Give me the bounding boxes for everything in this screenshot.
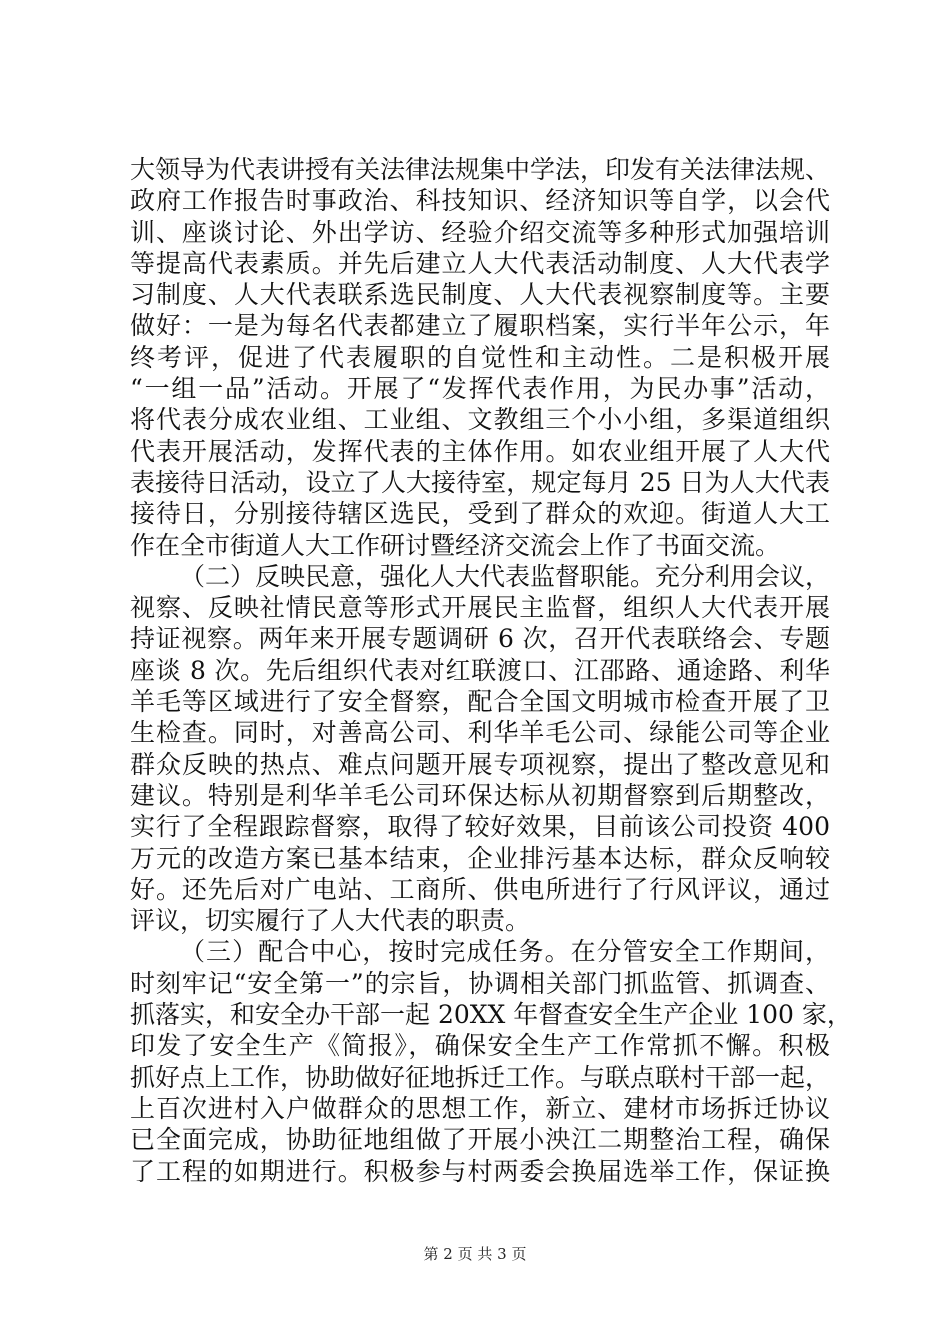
text-line: 等提高代表素质。并先后建立人大代表活动制度、人大代表学 bbox=[130, 248, 830, 278]
text-line: 万元的改造方案已基本结束，企业排污基本达标，群众反响较 bbox=[130, 843, 830, 873]
text-line: 持证视察。两年来开展专题调研 6 次，召开代表联络会、专题 bbox=[130, 624, 830, 654]
text-line: 作在全市街道人大工作研讨暨经济交流会上作了书面交流。 bbox=[130, 530, 781, 560]
text-line: 好。还先后对广电站、工商所、供电所进行了行风评议，通过 bbox=[130, 874, 830, 904]
text-line: 生检查。同时，对善高公司、利华羊毛公司、绿能公司等企业 bbox=[130, 718, 830, 748]
text-line: 印发了安全生产《简报》，确保安全生产工作常抓不懈。积极 bbox=[130, 1031, 830, 1061]
text-line: 建议。特别是利华羊毛公司环保达标从初期督察到后期整改， bbox=[130, 780, 830, 810]
text-line: 抓落实，和安全办干部一起 20XX 年督查安全生产企业 100 家， bbox=[130, 1000, 852, 1030]
text-line: 大领导为代表讲授有关法律法规集中学法，印发有关法律法规、 bbox=[130, 155, 831, 184]
text-line: 群众反映的热点、难点问题开展专项视察，提出了整改意见和 bbox=[130, 749, 830, 779]
text-line: 了工程的如期进行。积极参与村两委会换届选举工作，保证换 bbox=[130, 1156, 830, 1186]
text-line: 视察、反映社情民意等形式开展民主监督，组织人大代表开展 bbox=[130, 593, 830, 623]
text-line: 代表开展活动，发挥代表的主体作用。如农业组开展了人大代 bbox=[130, 436, 830, 466]
text-line: 时刻牢记“安全第一”的宗旨，协调相关部门抓监管、抓调查、 bbox=[130, 968, 830, 998]
text-line: 评议，切实履行了人大代表的职责。 bbox=[130, 906, 531, 936]
text-line: 实行了全程跟踪督察，取得了较好效果，目前该公司投资 400 bbox=[130, 812, 830, 842]
text-line: 习制度、人大代表联系选民制度、人大代表视察制度等。主要 bbox=[130, 280, 830, 310]
text-line: 将代表分成农业组、工业组、文教组三个小小组，多渠道组织 bbox=[130, 405, 830, 435]
page-number-footer: 第 2 页 共 3 页 bbox=[423, 1245, 527, 1263]
text-line: “一组一品”活动。开展了“发挥代表作用，为民办事”活动， bbox=[130, 374, 830, 404]
section-heading-line: （三）配合中心，按时完成任务。在分管安全工作期间， bbox=[180, 937, 830, 967]
text-line: 上百次进村入户做群众的思想工作，新立、建材市场拆迁协议 bbox=[130, 1093, 830, 1123]
text-line: 已全面完成，协助征地组做了开展小泱江二期整治工程，确保 bbox=[130, 1125, 830, 1155]
section-heading-line: （二）反映民意，强化人大代表监督职能。充分利用会议， bbox=[180, 561, 831, 591]
text-line: 表接待日活动，设立了人大接待室，规定每月 25 日为人大代表 bbox=[130, 467, 830, 497]
text-line: 训、座谈讨论、外出学访、经验介绍交流等多种形式加强培训 bbox=[130, 217, 830, 247]
text-line: 做好：一是为每名代表都建立了履职档案，实行半年公示，年 bbox=[130, 311, 830, 341]
text-line: 座谈 8 次。先后组织代表对红联渡口、江邵路、通途路、利华 bbox=[130, 655, 830, 685]
text-line: 终考评，促进了代表履职的自觉性和主动性。二是积极开展 bbox=[130, 342, 830, 372]
text-line: 抓好点上工作，协助做好征地拆迁工作。与联点联村干部一起， bbox=[130, 1062, 831, 1092]
text-line: 接待日，分别接待辖区选民，受到了群众的欢迎。街道人大工 bbox=[130, 499, 830, 529]
text-line: 政府工作报告时事政治、科技知识、经济知识等自学，以会代 bbox=[130, 186, 830, 216]
text-line: 羊毛等区域进行了安全督察，配合全国文明城市检查开展了卫 bbox=[130, 687, 830, 717]
body-text bbox=[130, 154, 852, 1187]
